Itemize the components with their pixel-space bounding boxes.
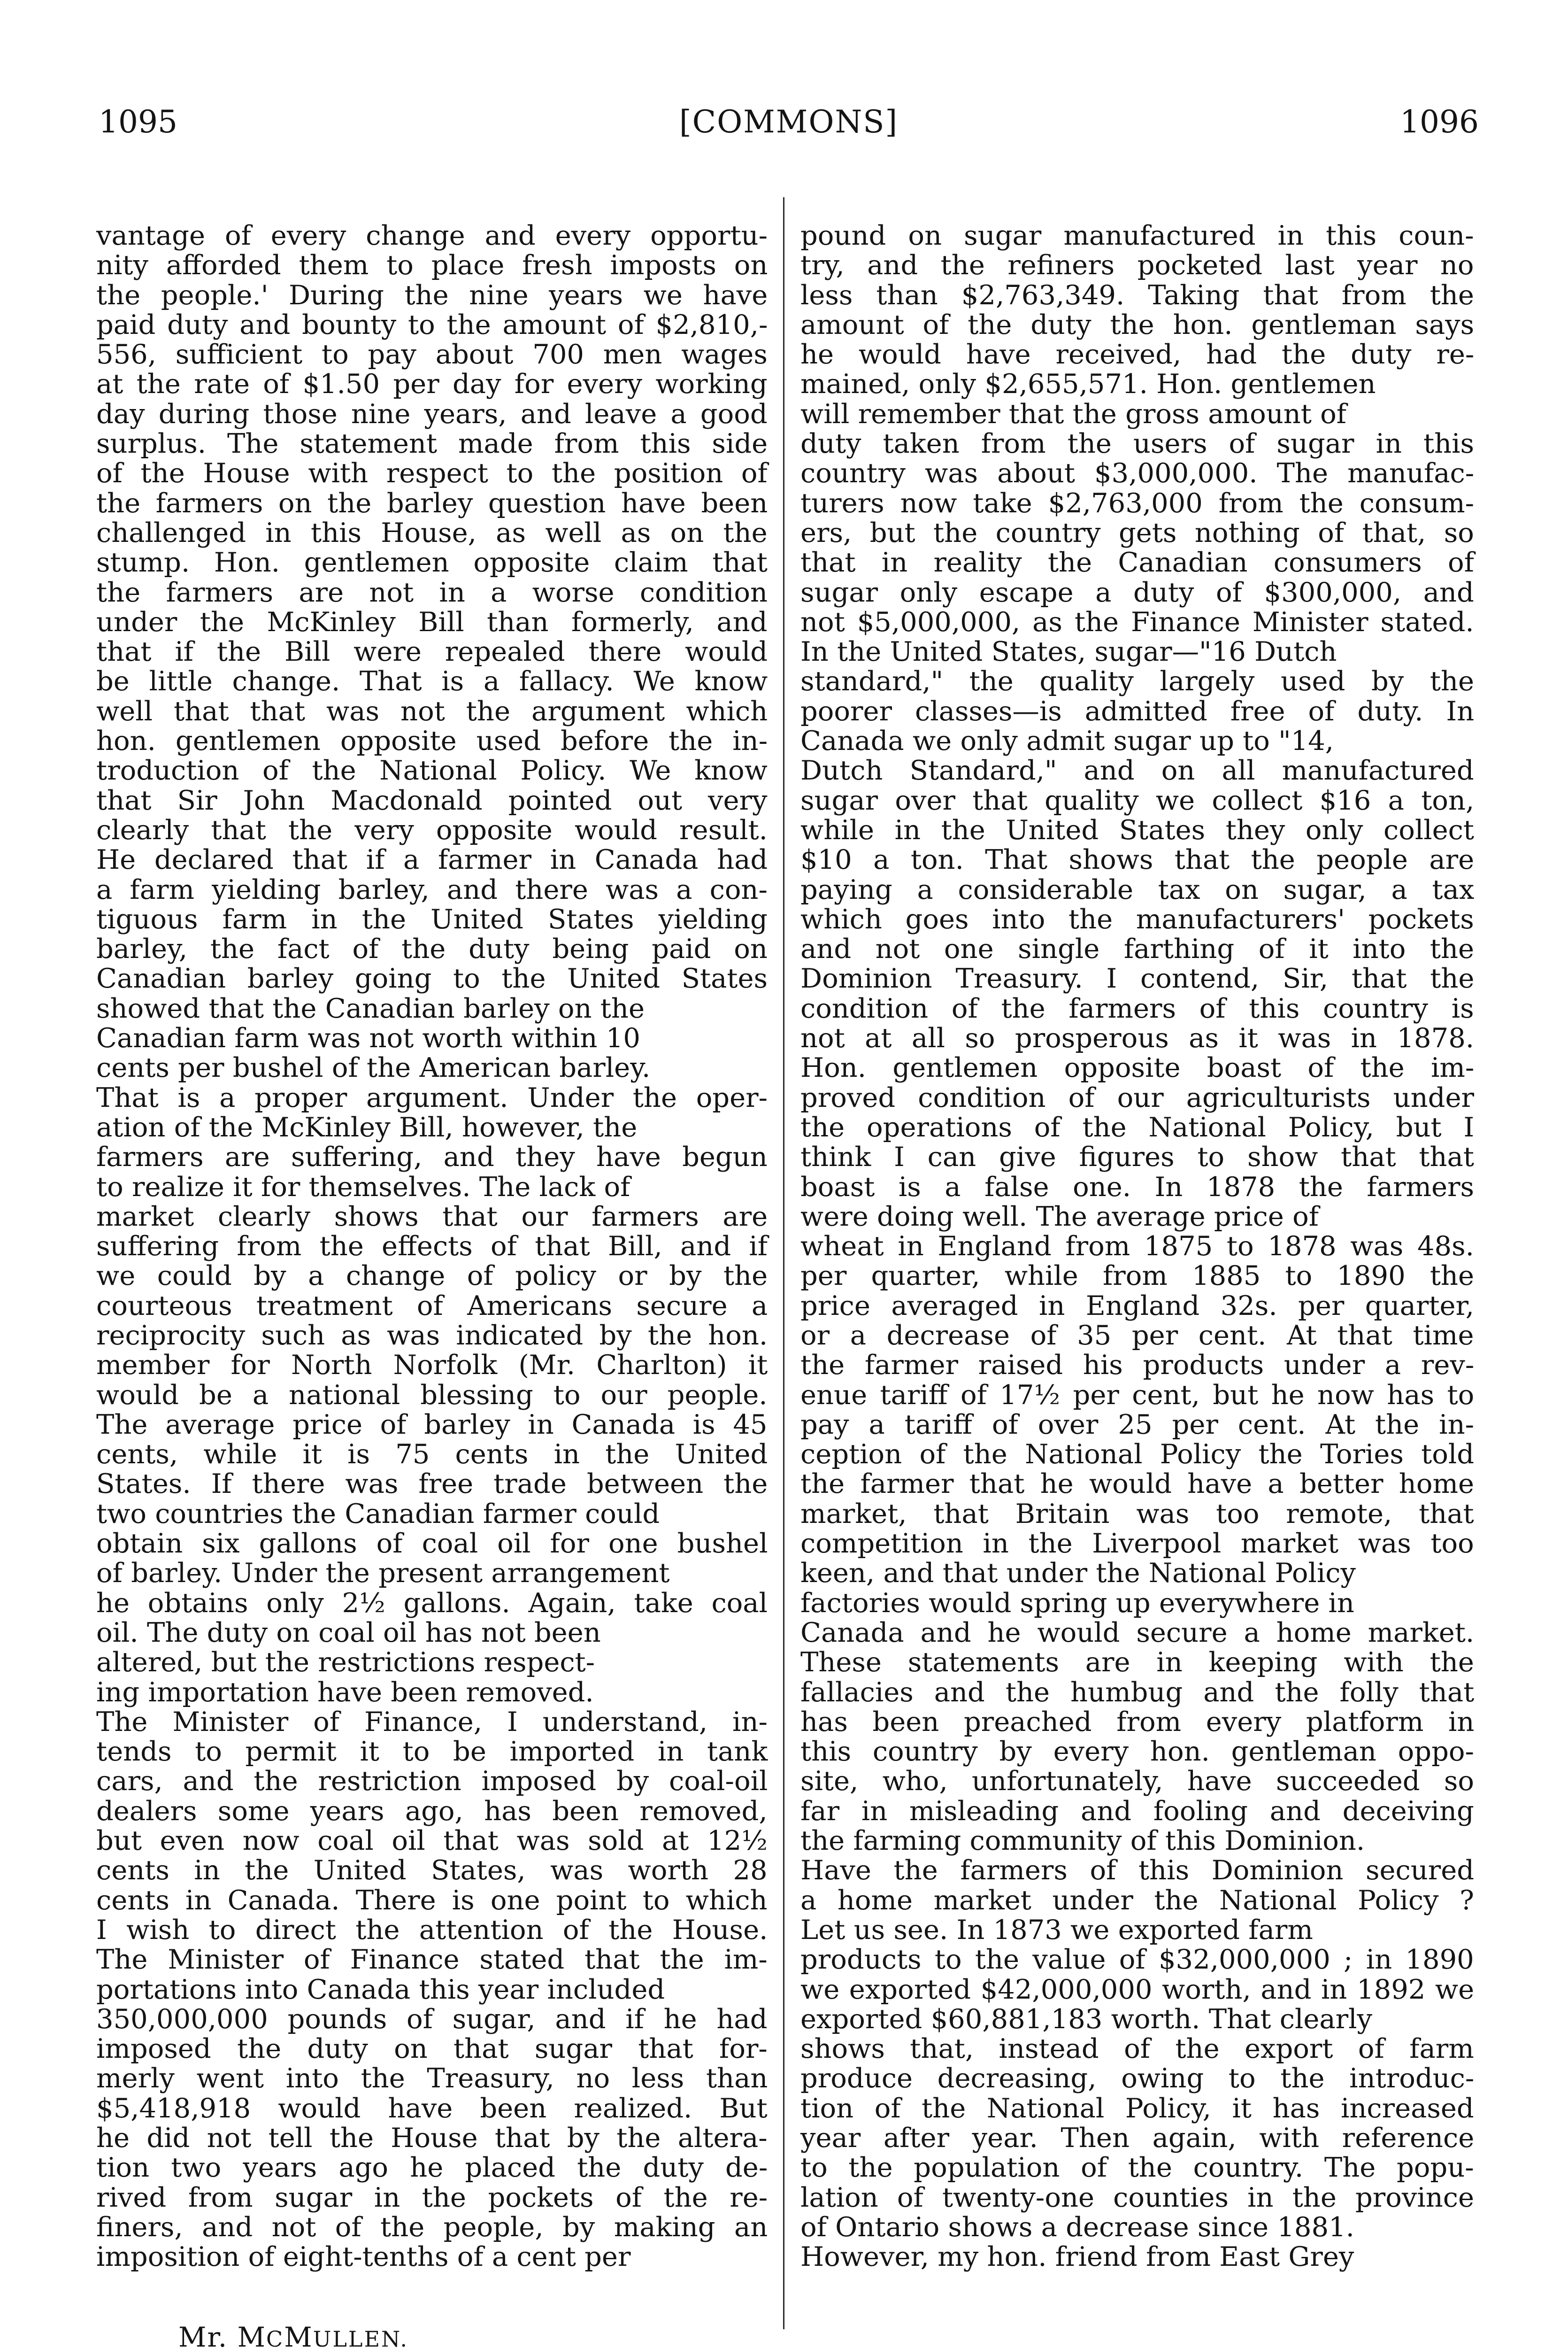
- text-line: The average price of barley in Canada is 45: [96, 1408, 768, 1440]
- text-line: a farm yielding barley, and there was a con-: [96, 873, 768, 905]
- text-line: not at all so prosperous as it was in 1878.: [800, 1022, 1475, 1054]
- text-line: he did not tell the House that by the altera-: [96, 2122, 768, 2154]
- text-line: that if the Bill were repealed there would: [96, 636, 768, 668]
- text-line: tion of the National Policy, it has increased: [800, 2092, 1474, 2124]
- text-line: shows that, instead of the export of farm: [800, 2033, 1474, 2065]
- right-column: [800, 221, 1474, 2271]
- text-line: ers, but the country gets nothing of that, so: [800, 517, 1474, 548]
- text-line: stump. Hon. gentlemen opposite claim that: [96, 547, 768, 579]
- text-line: boast is a false one. In 1878 the farmers: [800, 1171, 1475, 1203]
- text-line: sugar over that quality we collect $16 a ton,: [800, 784, 1475, 816]
- text-line: tiguous farm in the United States yielding: [96, 903, 768, 935]
- text-line: rived from sugar in the pockets of the re-: [96, 2181, 768, 2213]
- text-line: of barley. Under the present arrangement: [96, 1557, 670, 1589]
- text-line: dealers some years ago, has been removed,: [96, 1795, 768, 1827]
- text-line: I wish to direct the attention of the House.: [96, 1914, 768, 1946]
- text-line: pay a tariff of over 25 per cent. At the in-: [800, 1408, 1475, 1440]
- text-line: That is a proper argument. Under the oper-: [96, 1081, 768, 1113]
- text-line: cents per bushel of the American barley.: [96, 1052, 651, 1084]
- text-line: the people.' During the nine years we have: [96, 279, 768, 311]
- text-line: he would have received, had the duty re-: [800, 339, 1475, 371]
- text-line: barley, the fact of the duty being paid on: [96, 933, 768, 965]
- text-line: These statements are in keeping with the: [800, 1646, 1474, 1678]
- text-line: Dutch Standard," and on all manufactured: [800, 755, 1474, 787]
- page-header: [99, 96, 1479, 148]
- text-line: cents in Canada. There is one point to which: [96, 1884, 768, 1916]
- text-line: Let us see. In 1873 we exported farm: [800, 1914, 1313, 1946]
- text-line: merly went into the Treasury, no less than: [96, 2062, 768, 2094]
- text-line: the farmers on the barley question have been: [96, 487, 768, 519]
- text-line: The Minister of Finance, I understand, in-: [96, 1706, 768, 1738]
- text-line: which goes into the manufacturers' pockets: [800, 903, 1474, 935]
- text-line: at the rate of $1.50 per day for every working: [96, 368, 768, 400]
- text-line: suffering from the effects of that Bill, and if: [96, 1230, 768, 1262]
- text-line: Canadian farm was not worth within 10: [96, 1022, 640, 1054]
- text-line: turers now take $2,763,000 from the consum-: [800, 487, 1475, 519]
- text-line: challenged in this House, as well as on the: [96, 517, 768, 548]
- text-line: ing importation have been removed.: [96, 1676, 594, 1708]
- text-line: He declared that if a farmer in Canada had: [96, 844, 768, 876]
- text-line: portations into Canada this year included: [96, 1973, 665, 2005]
- text-line: well that that was not the argument which: [96, 695, 768, 727]
- text-line: ception of the National Policy the Tories told: [800, 1438, 1475, 1470]
- speaker-name-part: ULLEN.: [313, 2326, 408, 2348]
- text-line: factories would spring up everywhere in: [800, 1587, 1354, 1619]
- text-line: were doing well. The average price of: [800, 1200, 1319, 1232]
- text-line: tion two years ago he placed the duty de-: [96, 2152, 768, 2184]
- text-line: market clearly shows that our farmers are: [96, 1200, 768, 1232]
- text-line: wheat in England from 1875 to 1878 was 48s.: [800, 1230, 1474, 1262]
- text-line: showed that the Canadian barley on the: [96, 992, 645, 1024]
- text-line: pound on sugar manufactured in this coun-: [800, 220, 1474, 251]
- text-line: However, my hon. friend from East Grey: [800, 2241, 1354, 2273]
- text-line: he obtains only 2½ gallons. Again, take coal: [96, 1587, 768, 1619]
- page-number-left: 1095: [99, 104, 177, 140]
- text-line: hon. gentlemen opposite used before the in-: [96, 725, 768, 757]
- text-line: under the McKinley Bill than formerly, and: [96, 606, 768, 638]
- speaker-name-part: M: [284, 2321, 313, 2348]
- text-line: a home market under the National Policy ?: [800, 1884, 1474, 1916]
- text-line: per quarter, while from 1885 to 1890 the: [800, 1260, 1474, 1292]
- text-line: site, who, unfortunately, have succeeded so: [800, 1765, 1474, 1797]
- text-line: The Minister of Finance stated that the im-: [96, 1944, 768, 1976]
- text-line: will remember that the gross amount of: [800, 398, 1347, 430]
- text-line: or a decrease of 35 per cent. At that time: [800, 1319, 1474, 1351]
- text-line: and not one single farthing of it into the: [800, 933, 1475, 965]
- text-line: paid duty and bounty to the amount of $2,810,-: [96, 309, 768, 340]
- text-line: produce decreasing, owing to the introduc-: [800, 2062, 1475, 2094]
- text-line: States. If there was free trade between the: [96, 1468, 768, 1500]
- text-line: surplus. The statement made from this side: [96, 428, 768, 460]
- text-line: finers, and not of the people, by making an: [96, 2211, 768, 2243]
- text-line: $5,418,918 would have been realized. But: [96, 2092, 768, 2124]
- text-line: cars, and the restriction imposed by coal-oil: [96, 1765, 768, 1797]
- text-line: Hon. gentlemen opposite boast of the im-: [800, 1052, 1475, 1084]
- text-line: farmers are suffering, and they have begun: [96, 1141, 768, 1173]
- speaker-name-part: Mr. M: [178, 2321, 267, 2348]
- text-line: the farming community of this Dominion.: [800, 1825, 1365, 1857]
- text-line: courteous treatment of Americans secure a: [96, 1290, 768, 1321]
- text-line: has been preached from every platform in: [800, 1706, 1475, 1738]
- text-line: clearly that the very opposite would result.: [96, 814, 768, 846]
- left-column: [96, 221, 768, 2271]
- column-divider: [783, 197, 784, 2329]
- text-line: the farmers are not in a worse condition: [96, 576, 768, 608]
- text-line: imposed the duty on that sugar that for-: [96, 2033, 768, 2065]
- text-line: this country by every hon. gentleman oppo-: [800, 1736, 1474, 1768]
- text-line: try, and the refiners pocketed last year no: [800, 249, 1474, 281]
- text-line: day during those nine years, and leave a good: [96, 398, 768, 430]
- text-line: altered, but the restrictions respect-: [96, 1646, 595, 1678]
- text-line: condition of the farmers of this country is: [800, 992, 1474, 1024]
- text-line: 350,000,000 pounds of sugar, and if he had: [96, 2003, 768, 2035]
- text-line: In the United States, sugar—"16 Dutch: [800, 636, 1337, 668]
- text-line: the farmer that he would have a better home: [800, 1468, 1475, 1500]
- text-line: lation of twenty-one counties in the province: [800, 2181, 1475, 2213]
- speaker-name-part: C: [266, 2326, 284, 2348]
- text-line: market, that Britain was too remote, that: [800, 1498, 1474, 1529]
- text-line: troduction of the National Policy. We know: [96, 755, 768, 787]
- text-line: to the population of the country. The popu-: [800, 2152, 1474, 2184]
- text-line: oil. The duty on coal oil has not been: [96, 1616, 601, 1648]
- text-line: year after year. Then again, with reference: [800, 2122, 1475, 2154]
- text-line: that Sir John Macdonald pointed out very: [96, 784, 768, 816]
- text-line: ation of the McKinley Bill, however, the: [96, 1111, 638, 1143]
- text-line: far in misleading and fooling and deceiving: [800, 1795, 1474, 1827]
- text-line: of Ontario shows a decrease since 1881.: [800, 2211, 1354, 2243]
- text-line: cents in the United States, was worth 28: [96, 1854, 768, 1886]
- text-line: would be a national blessing to our people.: [96, 1379, 768, 1411]
- text-line: mained, only $2,655,571. Hon. gentlemen: [800, 368, 1376, 400]
- text-line: Have the farmers of this Dominion secured: [800, 1854, 1475, 1886]
- text-line: poorer classes—is admitted free of duty. In: [800, 695, 1475, 727]
- text-line: products to the value of $32,000,000 ; in 1890: [800, 1944, 1474, 1976]
- text-line: imposition of eight-tenths of a cent per: [96, 2241, 631, 2273]
- text-line: proved condition of our agriculturists under: [800, 1081, 1474, 1113]
- text-line: we could by a change of policy or by the: [96, 1260, 768, 1292]
- text-line: member for North Norfolk (Mr. Charlton) it: [96, 1349, 768, 1381]
- text-line: two countries the Canadian farmer could: [96, 1498, 660, 1529]
- text-line: exported $60,881,183 worth. That clearly: [800, 2003, 1373, 2035]
- text-line: Canada we only admit sugar up to "14,: [800, 725, 1334, 757]
- text-line: 556, sufficient to pay about 700 men wages: [96, 339, 768, 371]
- text-line: tends to permit it to be imported in tank: [96, 1736, 768, 1768]
- text-line: not $5,000,000, as the Finance Minister stated.: [800, 606, 1474, 638]
- text-line: amount of the duty the hon. gentleman says: [800, 309, 1475, 340]
- text-line: paying a considerable tax on sugar, a tax: [800, 873, 1475, 905]
- page-number-right: 1096: [1400, 104, 1479, 140]
- text-line: be little change. That is a fallacy. We know: [96, 665, 768, 697]
- speaker-name: [178, 2321, 408, 2348]
- text-line: vantage of every change and every opportu-: [96, 220, 768, 251]
- text-line: competition in the Liverpool market was too: [800, 1528, 1474, 1560]
- text-line: Canadian barley going to the United States: [96, 963, 768, 995]
- text-line: the farmer raised his products under a rev-: [800, 1349, 1475, 1381]
- text-line: think I can give figures to show that that: [800, 1141, 1474, 1173]
- text-line: Canada and he would secure a home market.: [800, 1616, 1475, 1648]
- text-line: obtain six gallons of coal oil for one bushel: [96, 1528, 768, 1560]
- running-title: [COMMONS]: [679, 104, 899, 140]
- text-line: cents, while it is 75 cents in the United: [96, 1438, 768, 1470]
- text-line: reciprocity such as was indicated by the hon.: [96, 1319, 768, 1351]
- text-line: less than $2,763,349. Taking that from the: [800, 279, 1474, 311]
- text-line: but even now coal oil that was sold at 12½: [96, 1825, 768, 1857]
- text-line: standard," the quality largely used by the: [800, 665, 1475, 697]
- text-line: sugar only escape a duty of $300,000, and: [800, 576, 1474, 608]
- text-line: $10 a ton. That shows that the people are: [800, 844, 1475, 876]
- text-line: nity afforded them to place fresh imposts on: [96, 249, 768, 281]
- text-line: that in reality the Canadian consumers of: [800, 547, 1474, 579]
- text-line: country was about $3,000,000. The manufac-: [800, 457, 1475, 489]
- text-line: the operations of the National Policy, but I: [800, 1111, 1475, 1143]
- text-line: fallacies and the humbug and the folly that: [800, 1676, 1475, 1708]
- text-line: Dominion Treasury. I contend, Sir, that the: [800, 963, 1475, 995]
- text-line: price averaged in England 32s. per quarter,: [800, 1290, 1474, 1321]
- text-line: duty taken from the users of sugar in this: [800, 428, 1475, 460]
- text-line: of the House with respect to the position of: [96, 457, 768, 489]
- text-line: keen, and that under the National Policy: [800, 1557, 1356, 1589]
- text-line: enue tariff of 17½ per cent, but he now has to: [800, 1379, 1475, 1411]
- text-line: we exported $42,000,000 worth, and in 1892 we: [800, 1973, 1475, 2005]
- text-line: to realize it for themselves. The lack of: [96, 1171, 630, 1203]
- text-line: while in the United States they only collect: [800, 814, 1474, 846]
